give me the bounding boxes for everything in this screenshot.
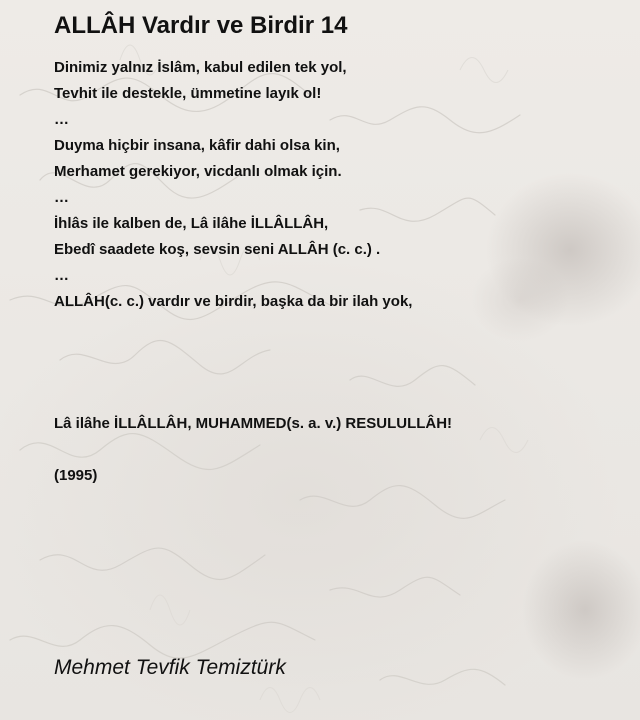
poem-title: ALLÂH Vardır ve Birdir 14	[54, 12, 348, 39]
poem-shahada-line: Lâ ilâhe İLLÂLLÂH, MUHAMMED(s. a. v.) RESULULLÂH!	[54, 415, 453, 432]
poem-line: ALLÂH(c. c.) vardır ve birdir, başka da bir ilah yok,	[54, 293, 413, 310]
poem-line: …	[54, 111, 69, 128]
poem-line: Merhamet gerekiyor, vicdanlı olmak için.	[54, 163, 342, 180]
poem-line: Dinimiz yalnız İslâm, kabul edilen tek yol,	[54, 59, 347, 76]
poem-verses	[54, 55, 614, 315]
poem-line: …	[54, 267, 69, 284]
poem-line: Ebedî saadete koş, sevsin seni ALLÂH (c. c.) .	[54, 241, 381, 258]
poem-line: …	[54, 189, 69, 206]
poem-line: Tevhit ile destekle, ümmetine layık ol!	[54, 85, 322, 102]
poem-line: İhlâs ile kalben de, Lâ ilâhe İLLÂLLÂH,	[54, 215, 329, 232]
poem-line: Duyma hiçbir insana, kâfir dahi olsa kin,	[54, 137, 340, 154]
poem-author: Mehmet Tevfik Temiztürk	[54, 656, 286, 679]
poem-year: (1995)	[54, 467, 98, 484]
